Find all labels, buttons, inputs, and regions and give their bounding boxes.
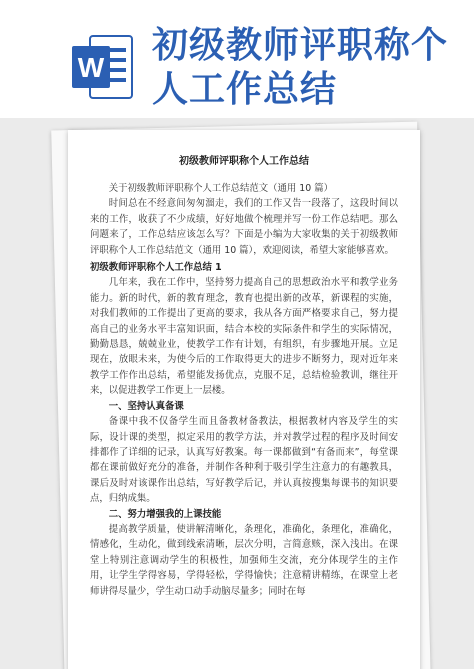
subheading: 二、努力增强我的上课技能 [108,508,222,520]
page-title [152,24,462,112]
section-heading: 初级教师评职称个人工作总结 1 [90,262,222,274]
document-title: 初级教师评职称个人工作总结 [179,156,309,167]
document-preview-area [0,118,474,669]
header-banner [0,0,474,118]
document-subtitle: 关于初级教师评职称个人工作总结范文（通用 10 篇） [108,183,333,194]
paragraph: 提高教学质量，使讲解清晰化，条理化，准确化，条理化，准确化，情感化，生动化，做到线索清晰，层次分明，言简意赅，深入浅出。在课堂上特别注意调动学生的积极性，加强师生交流，充分体现学生的主作用，让学生学得容易，学得轻松，学得愉快；注意精讲精练，在课堂上老师讲得尽量少，学生动口动手动脑尽量多；同时在每 [90,523,398,597]
word-document-icon [72,34,134,100]
subheading: 一、坚持认真备课 [108,400,184,412]
intro-paragraph: 时间总在不经意间匆匆溜走，我们的工作又告一段落了，这段时间以来的工作，收获了不少成绩，好好地做个梳理并写一份工作总结吧。那么问题来了，工作总结应该怎么写？下面是小编为大家收集的关于初级教师评职称个人工作总结范文（通用 10 篇），欢迎阅读，希望大家能够喜欢。 [90,198,398,256]
paragraph: 几年来，我在工作中，坚持努力提高自己的思想政治水平和教学业务能力。新的时代，新的教育理念，教育也提出新的改革，新课程的实施，对我们教师的工作提出了更高的要求，我从各方面严格要求自己，努力提高自己的业务水平丰富知识面，结合本校的实际条件和学生的实际情况，勤勤恳恳，兢兢业业，使教学工作有计划，有组织，有步骤地开展。立足现在，放眼未来，为使今后的工作取得更大的进步不断努力，现对近年来教学工作作出总结，希望能发扬优点，克服不足，总结检验教训，继往开来，以促进教学工作更上一层楼。 [90,277,398,397]
logo-letter: W [77,52,105,83]
title-line-2: 人工作总结 [152,69,338,110]
document-page [68,130,420,669]
paragraph: 备课中我不仅备学生而且备教材备教法，根据教材内容及学生的实际，设计课的类型，拟定采用的教学方法，并对教学过程的程序及时间安排都作了详细的记录，认真写好教案。每一课都做到“有备而来”，每堂课都在课前做好充分的准备，并制作各种利于吸引学生注意力的有趣教具，课后及时对该课作出总结，写好教学后记，并认真按搜集每课书的知识要点，归纳成集。 [90,416,398,505]
title-line-1: 初级教师评职称个 [152,25,449,66]
